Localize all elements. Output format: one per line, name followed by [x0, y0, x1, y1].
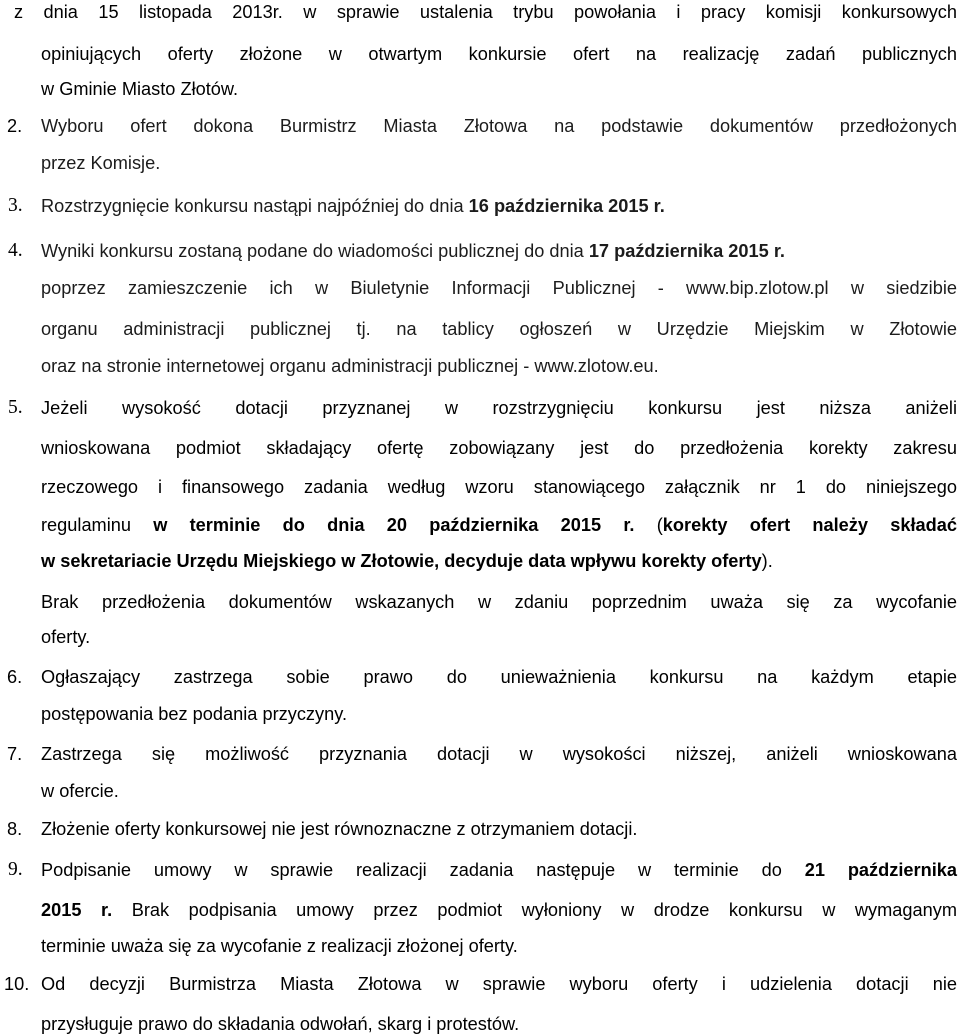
item-4-line-2: poprzez zamieszczenie ich w Biuletynie Informacji Publicznej - www.bip.zlotow.pl w siedzibie [41, 278, 957, 298]
item-5-correction-note: korekty ofert należy składać [662, 515, 957, 535]
item-2-line-2: przez Komisje. [41, 153, 161, 173]
item-8-line-1: Złożenie oferty konkursowej nie jest równoznaczne z otrzymaniem dotacji. [41, 819, 638, 839]
item-5-paren-open: ( [634, 515, 663, 535]
item-10-line-1: Od decyzji Burmistrza Miasta Złotowa w sprawie wyboru oferty i udzielenia dotacji nie [41, 974, 957, 994]
item-3-number: 3. [8, 195, 23, 216]
item-7-line-1: Zastrzega się możliwość przyznania dotacji w wysokości niższej, aniżeli wnioskowana [41, 744, 957, 764]
item-9-text: Podpisanie umowy w sprawie realizacji zadania następuje w terminie do [41, 860, 805, 880]
intro-line-1: z dnia 15 listopada 2013r. w sprawie ustalenia trybu powołania i pracy komisji konkursowych [14, 2, 957, 22]
item-2-line-1: Wyboru ofert dokona Burmistrz Miasta Złotowa na podstawie dokumentów przedłożonych [41, 116, 957, 136]
item-5-secretariat: w sekretariacie Urzędu Miejskiego w Złotowie, decyduje data wpływu korekty oferty [41, 551, 762, 571]
item-3-date: 16 października 2015 r. [468, 196, 665, 216]
item-2-number: 2. [7, 116, 23, 136]
item-6-line-1: Ogłaszający zastrzega sobie prawo do unieważnienia konkursu na każdym etapie [41, 667, 957, 687]
item-4-line-1 [41, 240, 785, 262]
item-6-number: 6. [7, 667, 23, 687]
item-4-text: Wyniki konkursu zostaną podane do wiadomości publicznej do dnia [41, 241, 589, 261]
item-5-line-1: Jeżeli wysokość dotacji przyznanej w rozstrzygnięciu konkursu jest niższa aniżeli [41, 398, 957, 418]
item-9-date: 21 października [804, 860, 957, 880]
item-10-number: 10. [4, 974, 30, 994]
item-9-year: 2015 r. [41, 900, 113, 920]
item-9-line-2 [41, 899, 957, 921]
intro-line-2: opiniujących oferty złożone w otwartym konkursie ofert na realizację zadań publicznych [41, 44, 957, 64]
item-3-line-1 [41, 195, 665, 217]
item-6-line-2: postępowania bez podania przyczyny. [41, 704, 348, 724]
item-4-number: 4. [8, 240, 23, 261]
item-9-text-2: Brak podpisania umowy przez podmiot wyłoniony w drodze konkursu w wymaganym [112, 900, 957, 920]
item-5-line-3: rzeczowego i finansowego zadania według wzoru stanowiącego załącznik nr 1 do niniejszego [41, 477, 957, 497]
item-5-line-7: oferty. [41, 627, 91, 647]
item-8-number: 8. [7, 819, 23, 839]
item-5-paren-close: ). [761, 551, 773, 571]
item-10-line-2: przysługuje prawo do składania odwołań, skarg i protestów. [41, 1014, 520, 1034]
item-7-line-2: w ofercie. [41, 781, 119, 801]
item-3-text: Rozstrzygnięcie konkursu nastąpi najpóźniej do dnia [41, 196, 469, 216]
item-4-line-4: oraz na stronie internetowej organu administracji publicznej - www.zlotow.eu. [41, 356, 659, 376]
item-4-date: 17 października 2015 r. [588, 241, 785, 261]
item-5-line-5 [41, 550, 773, 572]
item-5-deadline: w terminie do dnia 20 października 2015 r. [153, 515, 635, 535]
item-5-number: 5. [8, 397, 23, 418]
item-5-line-4 [41, 514, 957, 536]
item-9-line-3: terminie uważa się za wycofanie z realizacji złożonej oferty. [41, 936, 518, 956]
item-9-line-1 [41, 859, 957, 881]
item-9-number: 9. [8, 859, 23, 880]
item-5-regulamin: regulaminu [41, 515, 154, 535]
item-4-line-3: organu administracji publicznej tj. na tablicy ogłoszeń w Urzędzie Miejskim w Złotowie [41, 319, 957, 339]
item-7-number: 7. [7, 744, 23, 764]
intro-line-3: w Gminie Miasto Złotów. [41, 79, 239, 99]
item-5-line-2: wnioskowana podmiot składający ofertę zobowiązany jest do przedłożenia korekty zakresu [41, 438, 957, 458]
item-5-line-6: Brak przedłożenia dokumentów wskazanych w zdaniu poprzednim uważa się za wycofanie [41, 592, 957, 612]
